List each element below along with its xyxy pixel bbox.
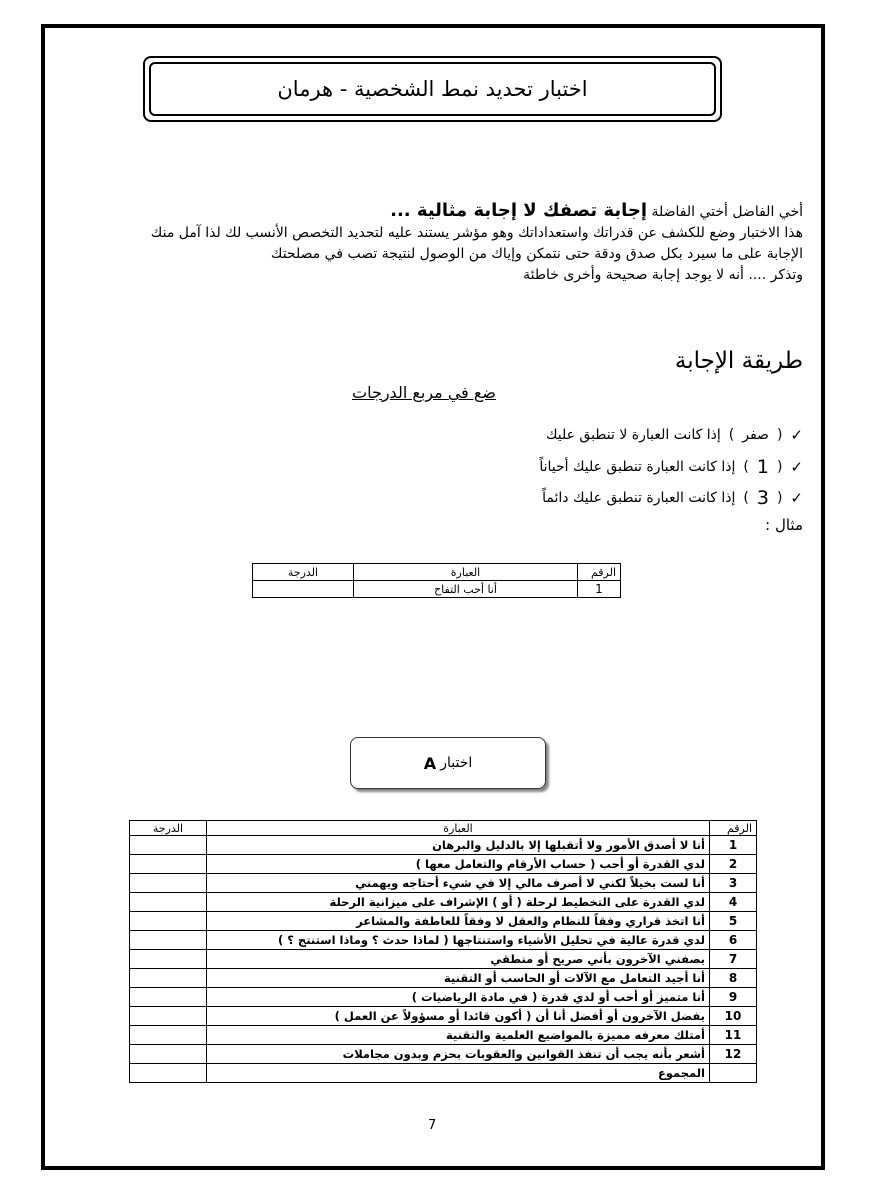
row-statement: أنا أحب التفاح bbox=[354, 581, 578, 598]
rule-close-paren: ) bbox=[743, 459, 749, 475]
intro-line-2: هذا الاختبار وضع للكشف عن قدراتك واستعداداتك وهو مؤشر يستند عليه لتحديد التخصص الأنسب لك لذا آمل منك bbox=[150, 225, 803, 241]
row-statement: أمتلك معرفه مميزة بالمواضيع العلمية والتقنية bbox=[207, 1026, 710, 1045]
test-label: اختبار bbox=[440, 755, 473, 771]
method-heading: طريقة الإجابة bbox=[674, 348, 803, 374]
row-num: 9 bbox=[710, 988, 757, 1007]
title-box bbox=[143, 56, 722, 122]
table-row bbox=[130, 1007, 757, 1026]
header-num: الرقم bbox=[578, 564, 621, 581]
example-table-header bbox=[253, 564, 621, 581]
total-label: المجموع bbox=[207, 1064, 710, 1083]
rule-close-paren: ) bbox=[743, 490, 749, 506]
row-num: 1 bbox=[710, 836, 757, 855]
row-grade-cell[interactable] bbox=[130, 1026, 207, 1045]
rule-close-paren: ) bbox=[728, 427, 735, 443]
rule-open-paren: ( bbox=[776, 490, 783, 506]
row-grade-cell[interactable] bbox=[130, 836, 207, 855]
row-num: 10 bbox=[710, 1007, 757, 1026]
rule-value: صفر bbox=[742, 427, 769, 443]
page-number: 7 bbox=[428, 1118, 437, 1133]
test-letter: A bbox=[423, 753, 437, 773]
intro-paragraph bbox=[63, 200, 803, 286]
row-grade-cell[interactable] bbox=[253, 581, 354, 598]
check-icon: ✓ bbox=[790, 426, 803, 444]
test-label-box bbox=[350, 737, 546, 789]
row-grade-cell[interactable] bbox=[130, 893, 207, 912]
header-grade: الدرجة bbox=[253, 564, 354, 581]
test-table-header bbox=[130, 821, 757, 836]
row-num: 5 bbox=[710, 912, 757, 931]
table-row bbox=[130, 931, 757, 950]
check-icon: ✓ bbox=[790, 489, 803, 507]
table-row bbox=[130, 1045, 757, 1064]
row-statement: أنا اتخذ قراري وفقاً للنظام والعقل لا وفقاً للعاطفة والمشاعر bbox=[207, 912, 710, 931]
row-num: 7 bbox=[710, 950, 757, 969]
total-grade-cell[interactable] bbox=[130, 1064, 207, 1083]
row-statement: يفضل الآخرون أو أفضل أنا أن ( أكون قائدا أو مسؤولاً عن العمل ) bbox=[207, 1007, 710, 1026]
intro-line-3: الإجابة على ما سيرد بكل صدق ودقة حتى نتمكن وإياك من الوصول لنتيجة تصب في مصلحتك bbox=[270, 246, 803, 262]
intro-line-1 bbox=[63, 200, 803, 223]
row-statement: أنا لست بخيلاً لكني لا أصرف مالي إلا في شيء أحتاجه ويهمني bbox=[207, 874, 710, 893]
table-row bbox=[130, 950, 757, 969]
header-statement: العبارة bbox=[354, 564, 578, 581]
rule-item-zero bbox=[546, 426, 803, 444]
intro-line-4: وتذكر .... أنه لا يوجد إجابة صحيحة وأخرى خاطئة bbox=[523, 267, 803, 283]
row-num: 12 bbox=[710, 1045, 757, 1064]
example-table bbox=[252, 563, 621, 598]
row-num: 3 bbox=[710, 874, 757, 893]
intro-emphasis: إجابة تصفك لا إجابة مثالية ... bbox=[390, 200, 648, 221]
row-grade-cell[interactable] bbox=[130, 912, 207, 931]
row-statement: لدي القدرة على التخطيط لرحلة ( أو ) الإشراف على ميزانية الرحلة bbox=[207, 893, 710, 912]
test-a-table bbox=[129, 820, 757, 1083]
check-icon: ✓ bbox=[790, 458, 803, 476]
row-grade-cell[interactable] bbox=[130, 931, 207, 950]
rule-item-one bbox=[539, 456, 803, 478]
row-num: 6 bbox=[710, 931, 757, 950]
row-statement: أنا متميز أو أحب أو لدي قدرة ( في مادة الرياضيات ) bbox=[207, 988, 710, 1007]
rule-open-paren: ( bbox=[776, 427, 783, 443]
table-row bbox=[130, 988, 757, 1007]
intro-greeting: أخي الفاضل أختي الفاضلة bbox=[651, 204, 803, 220]
row-statement: يصفني الآخرون بأني صريح أو منطقي bbox=[207, 950, 710, 969]
table-row bbox=[130, 874, 757, 893]
header-statement: العبارة bbox=[207, 821, 710, 836]
table-row bbox=[130, 893, 757, 912]
row-num: 4 bbox=[710, 893, 757, 912]
row-num: 1 bbox=[578, 581, 621, 598]
table-row bbox=[130, 836, 757, 855]
method-subheading: ضع في مربع الدرجات bbox=[352, 383, 496, 402]
row-statement: لدي قدرة عالية في تحليل الأشياء واستنتاجها ( لماذا حدث ؟ وماذا استنتج ؟ ) bbox=[207, 931, 710, 950]
rule-value: 1 bbox=[756, 456, 769, 478]
rule-item-three bbox=[542, 487, 803, 509]
header-grade: الدرجة bbox=[130, 821, 207, 836]
table-row bbox=[130, 855, 757, 874]
row-grade-cell[interactable] bbox=[130, 1045, 207, 1064]
table-row bbox=[253, 581, 621, 598]
total-num-cell bbox=[710, 1064, 757, 1083]
table-row bbox=[130, 912, 757, 931]
table-row bbox=[130, 969, 757, 988]
row-grade-cell[interactable] bbox=[130, 950, 207, 969]
example-label: مثال : bbox=[765, 516, 803, 534]
row-grade-cell[interactable] bbox=[130, 969, 207, 988]
table-row bbox=[130, 1026, 757, 1045]
rule-text: إذا كانت العبارة لا تنطبق عليك bbox=[545, 427, 721, 443]
row-statement: أنا أجيد التعامل مع الآلات أو الحاسب أو التقنية bbox=[207, 969, 710, 988]
rule-open-paren: ( bbox=[776, 459, 783, 475]
header-num: الرقم bbox=[710, 821, 757, 836]
rule-text: إذا كانت العبارة تنطبق عليك أحياناً bbox=[539, 459, 736, 475]
row-grade-cell[interactable] bbox=[130, 1007, 207, 1026]
row-statement: لدي القدرة أو أحب ( حساب الأرقام والتعامل معها ) bbox=[207, 855, 710, 874]
row-grade-cell[interactable] bbox=[130, 874, 207, 893]
row-statement: أشعر بأنه يجب أن تنفذ القوانين والعقوبات بحزم وبدون مجاملات bbox=[207, 1045, 710, 1064]
row-num: 2 bbox=[710, 855, 757, 874]
row-statement: أنا لا أصدق الأمور ولا أتقبلها إلا بالدليل والبرهان bbox=[207, 836, 710, 855]
rule-value: 3 bbox=[756, 487, 769, 509]
row-grade-cell[interactable] bbox=[130, 855, 207, 874]
row-num: 11 bbox=[710, 1026, 757, 1045]
row-grade-cell[interactable] bbox=[130, 988, 207, 1007]
total-row bbox=[130, 1064, 757, 1083]
rule-text: إذا كانت العبارة تنطبق عليك دائماً bbox=[542, 490, 736, 506]
row-num: 8 bbox=[710, 969, 757, 988]
page-title: اختبار تحديد نمط الشخصية - هرمان bbox=[149, 62, 716, 116]
